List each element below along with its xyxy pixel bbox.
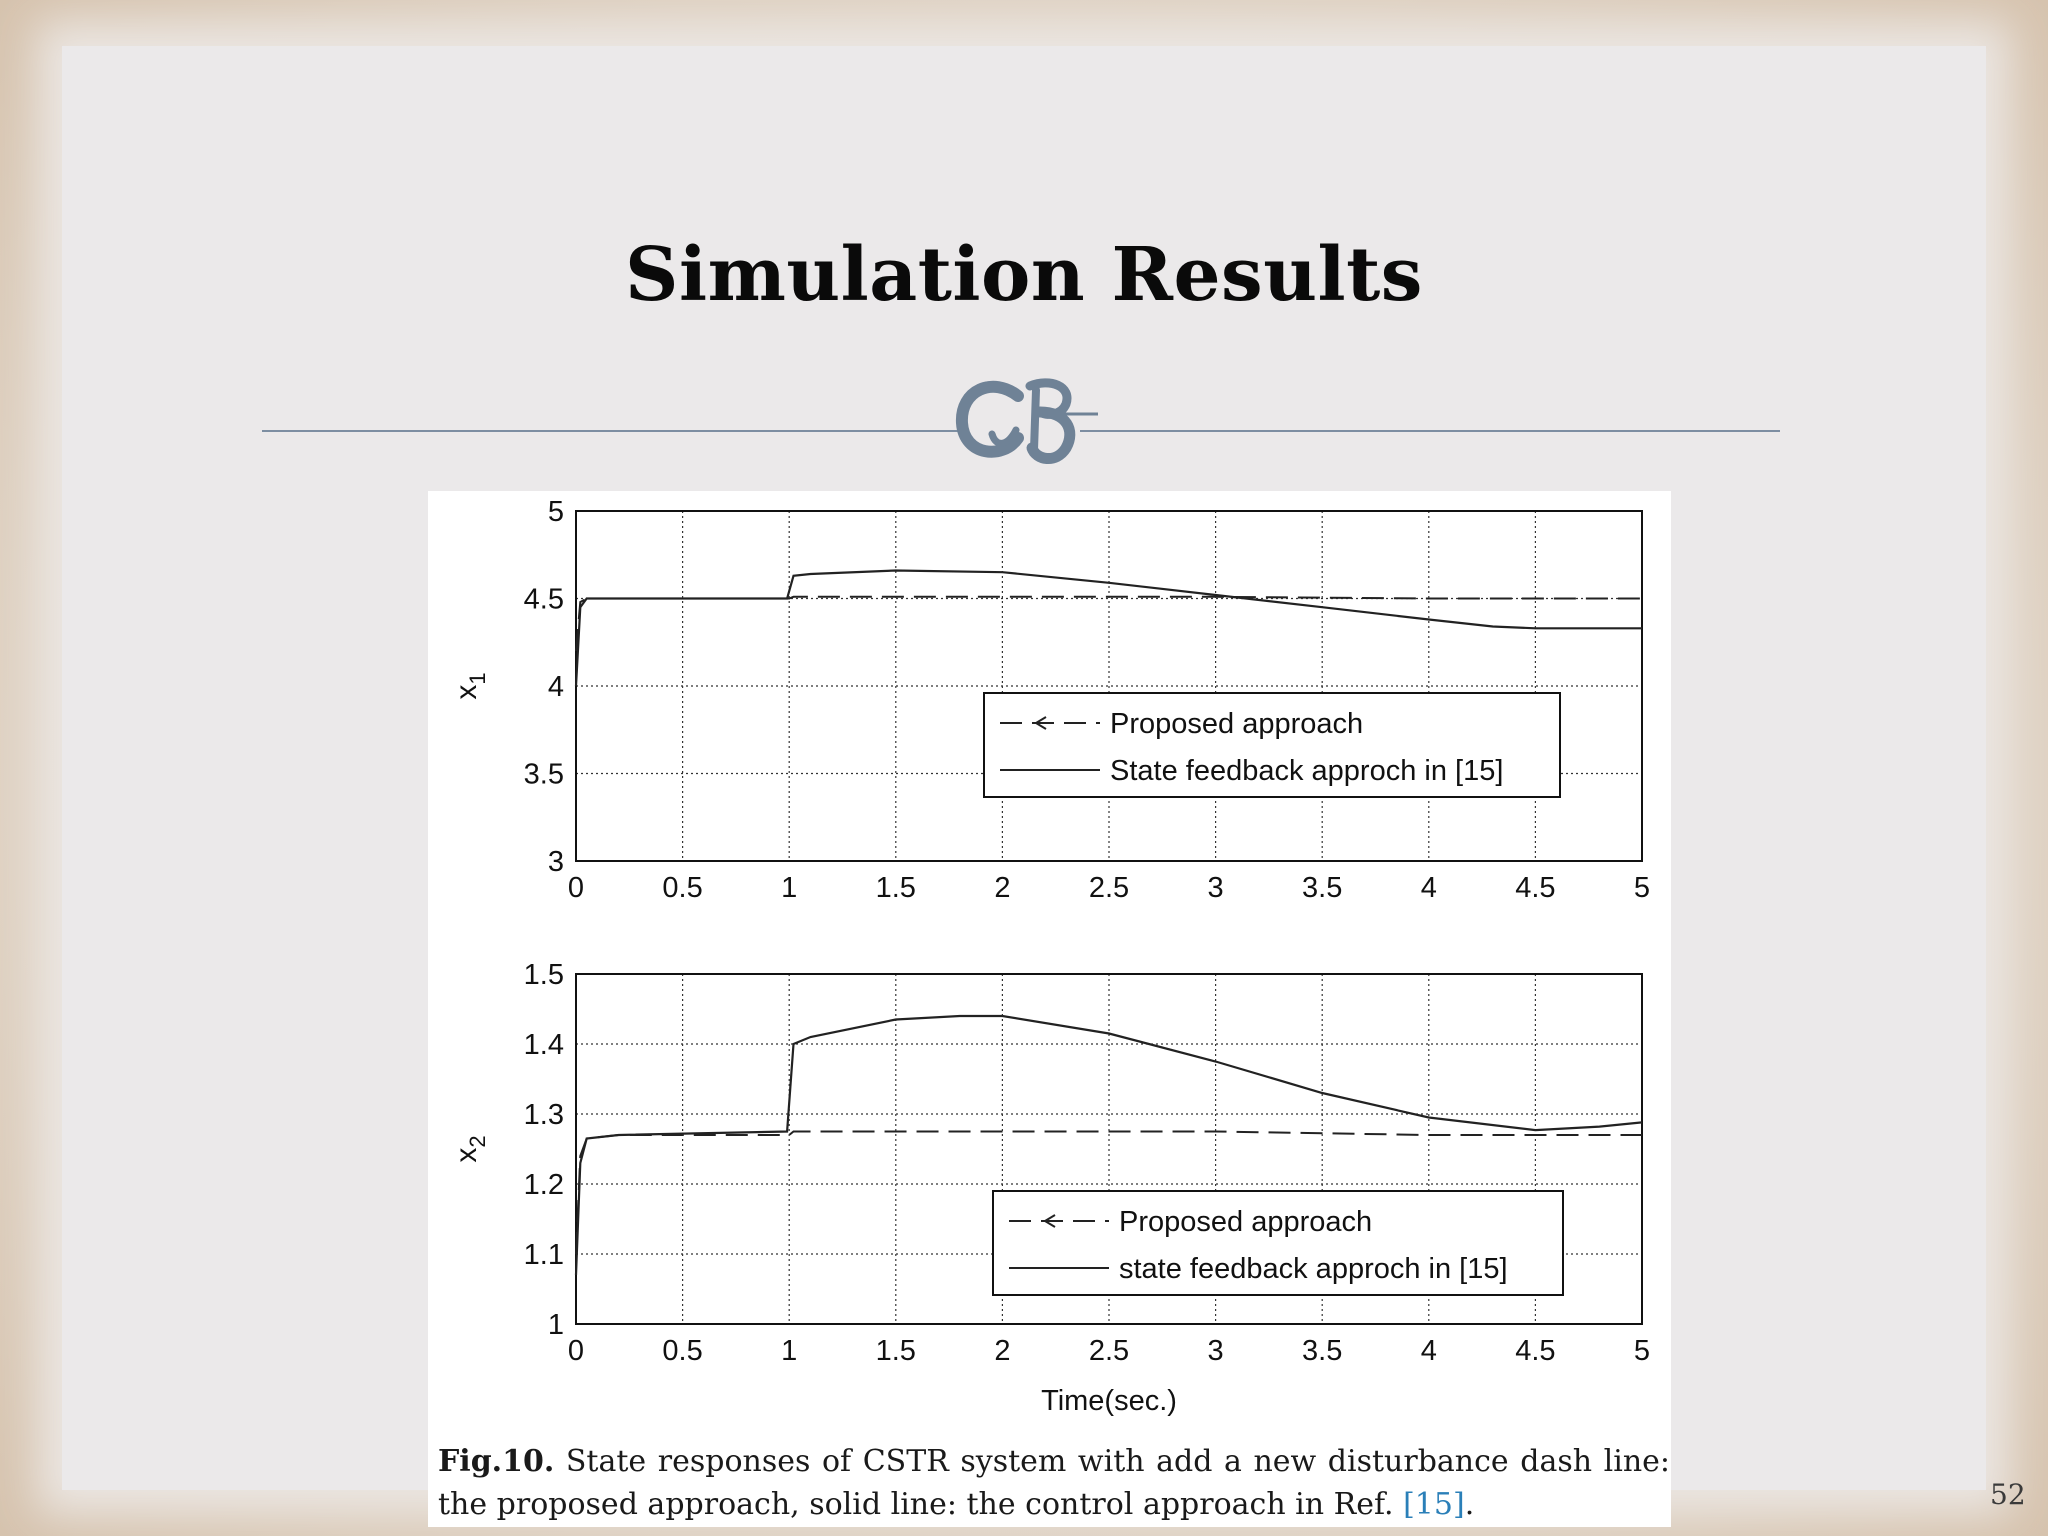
caption-text: State responses of CSTR system with add a new disturbance dash line: the proposed approach, solid line: the control approach in Ref.	[438, 1444, 1670, 1522]
x-tick-label: 5	[1633, 1335, 1651, 1367]
y-tick-label: 3	[547, 846, 564, 878]
x-tick-label: 2	[994, 1335, 1011, 1367]
fleuron-ornament-icon	[948, 368, 1098, 478]
x-tick-label: 0.5	[662, 872, 703, 904]
x-tick-label: 2.5	[1088, 872, 1130, 904]
y-tick-label: 3.5	[523, 758, 564, 791]
x-axis-label: Time(sec.)	[1041, 1385, 1177, 1417]
y-tick-label: 4.5	[523, 583, 564, 616]
x2-response-plot	[450, 959, 1650, 1417]
y-tick-label: 1.3	[523, 1099, 564, 1131]
y-tick-label: 1.1	[523, 1239, 564, 1271]
legend-entry-label: state feedback approch in [15]	[1119, 1253, 1508, 1285]
y-axis-label: $x_1$	[450, 672, 490, 700]
x-tick-label: 1.5	[875, 872, 916, 904]
x-tick-label: 1.5	[875, 1335, 916, 1367]
caption-reference-link[interactable]: [15]	[1403, 1487, 1465, 1522]
y-axis-label: $x_2$	[450, 1135, 490, 1163]
x-tick-label: 4	[1420, 872, 1437, 904]
x-tick-label: 4.5	[1515, 872, 1556, 904]
caption-figure-label: Fig.10.	[438, 1444, 555, 1479]
y-tick-label: 1.2	[523, 1169, 564, 1201]
x-tick-label: 3	[1207, 1335, 1224, 1367]
x-tick-label: 0	[567, 872, 585, 904]
x1-response-plot	[450, 496, 1650, 904]
x-tick-label: 1	[781, 872, 798, 904]
title-rule-left	[262, 430, 962, 432]
x-tick-label: 0	[567, 1335, 585, 1367]
y-axis-label-subscript: 1	[465, 672, 490, 685]
x-tick-label: 2.5	[1088, 1335, 1130, 1367]
caption-text-end: .	[1464, 1487, 1475, 1522]
slide-title: Simulation Results	[625, 232, 1423, 318]
x-tick-label: 3.5	[1302, 872, 1343, 904]
x-tick-label: 5	[1633, 872, 1651, 904]
x-tick-label: 1	[781, 1335, 798, 1367]
y-axis-label-subscript: 2	[465, 1135, 490, 1148]
title-rule-right	[1080, 430, 1780, 432]
figure-image	[428, 491, 1671, 1527]
x-tick-label: 3	[1207, 872, 1224, 904]
y-tick-label: 1	[547, 1309, 564, 1341]
y-tick-label: 1.5	[523, 959, 564, 991]
x-tick-label: 2	[994, 872, 1011, 904]
x-tick-label: 4	[1420, 1335, 1437, 1367]
x-tick-label: 0.5	[662, 1335, 703, 1367]
y-tick-label: 5	[547, 496, 564, 528]
y-tick-label: 1.4	[523, 1029, 564, 1061]
x-tick-label: 4.5	[1515, 1335, 1556, 1367]
legend-entry-label: State feedback approch in [15]	[1110, 755, 1504, 787]
legend-entry-label: Proposed approach	[1110, 708, 1364, 740]
x-tick-label: 3.5	[1302, 1335, 1343, 1367]
y-tick-label: 4	[547, 671, 564, 703]
state-response-figure	[428, 491, 1671, 1441]
legend-entry-label: Proposed approach	[1119, 1206, 1373, 1238]
slide-number: 52	[1990, 1478, 2026, 1511]
figure-caption	[438, 1440, 1670, 1526]
